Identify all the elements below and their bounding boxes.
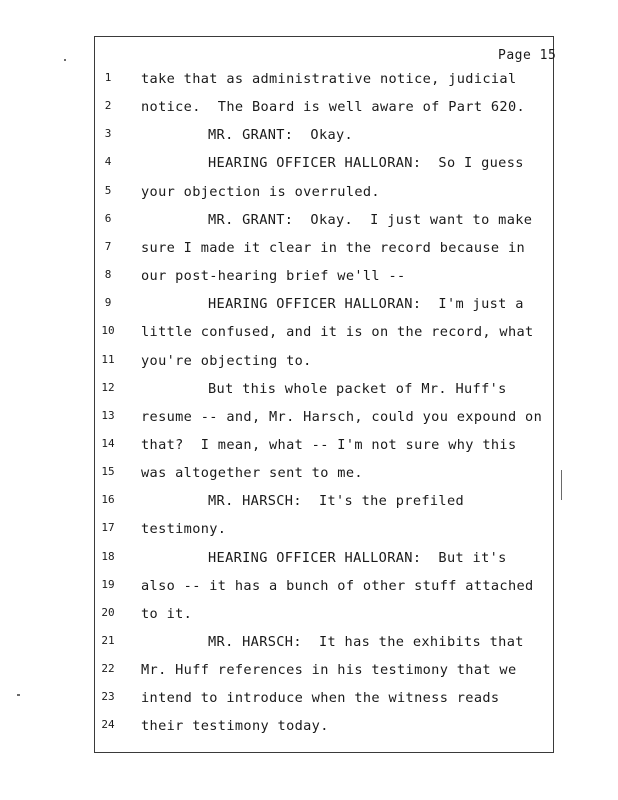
transcript-line [0,296,618,316]
line-text: MR. HARSCH: It has the exhibits that [208,634,524,650]
line-text: MR. GRANT: Okay. I just want to make [208,211,533,228]
line-number: 18 [101,549,115,563]
transcript-line [0,71,618,91]
line-number: 16 [101,493,115,507]
line-text: your objection is overruled. [141,183,380,200]
line-text: HEARING OFFICER HALLORAN: I'm just a [208,296,524,313]
transcript-line [0,409,618,429]
line-number: 2 [104,99,112,113]
line-number: 14 [101,436,115,450]
line-text: HEARING OFFICER HALLORAN: So I guess [208,155,524,172]
transcript-line [0,127,618,147]
line-text: MR. GRANT: Okay. [208,127,354,144]
line-text: notice. The Board is well aware of Part 620. [141,99,526,116]
line-text: Mr. Huff references in his testimony that we [141,662,517,679]
transcript-line [0,240,618,260]
line-text: that? I mean, what -- I'm not sure why this [141,436,517,453]
line-text: also -- it has a bunch of other stuff attached [141,577,534,594]
line-number: 12 [101,380,115,394]
transcript-line [0,493,618,513]
line-number: 1 [104,71,112,84]
line-number: 24 [101,718,115,732]
transcript-line [0,381,618,401]
line-number: 5 [104,183,112,197]
line-text: take that as administrative notice, judicial [141,71,517,87]
line-number: 6 [104,211,112,225]
transcript-line [0,606,618,626]
line-text: But this whole packet of Mr. Huff's [208,380,507,397]
line-number: 7 [104,239,112,253]
transcript-line [0,521,618,541]
transcript-line [0,465,618,485]
line-number: 13 [101,408,115,422]
line-number: 15 [101,465,115,479]
transcript-line [0,212,618,232]
line-text: testimony. [141,521,227,538]
transcript-line [0,437,618,457]
line-number: 9 [104,296,112,310]
scan-speck [17,694,20,696]
transcript-line [0,578,618,598]
line-number: 23 [101,690,115,704]
scan-speck [64,59,66,61]
line-number: 8 [104,268,112,282]
transcript-line [0,550,618,570]
line-number: 4 [104,155,112,169]
line-number: 11 [101,352,115,366]
line-number: 3 [104,127,112,141]
line-number: 20 [101,605,115,619]
transcript-line [0,184,618,204]
transcript-line [0,634,618,654]
line-text: sure I made it clear in the record because in [141,239,526,256]
transcript-line [0,324,618,344]
line-text: HEARING OFFICER HALLORAN: But it's [208,549,507,566]
transcript-line [0,99,618,119]
transcript-line [0,353,618,373]
line-text: resume -- and, Mr. Harsch, could you expound on [141,408,543,425]
transcript-line [0,690,618,710]
line-text: to it. [141,605,193,622]
transcript-line [0,268,618,288]
line-number: 22 [101,662,115,676]
transcript-line [0,718,618,738]
line-text: MR. HARSCH: It's the prefiled [208,493,465,510]
line-number: 19 [101,577,115,591]
line-text: you're objecting to. [141,352,312,369]
page-number: Page 15 [498,48,557,63]
line-text: little confused, and it is on the record, what [141,324,534,341]
line-text: their testimony today. [141,718,329,735]
line-text: our post-hearing brief we'll -- [141,268,406,285]
line-number: 10 [101,324,115,338]
line-text: was altogether sent to me. [141,465,363,482]
line-text: intend to introduce when the witness reads [141,690,500,707]
line-number: 17 [101,521,115,535]
line-number: 21 [101,634,115,647]
transcript-line [0,662,618,682]
scan-speck [561,470,562,500]
transcript-line [0,155,618,175]
